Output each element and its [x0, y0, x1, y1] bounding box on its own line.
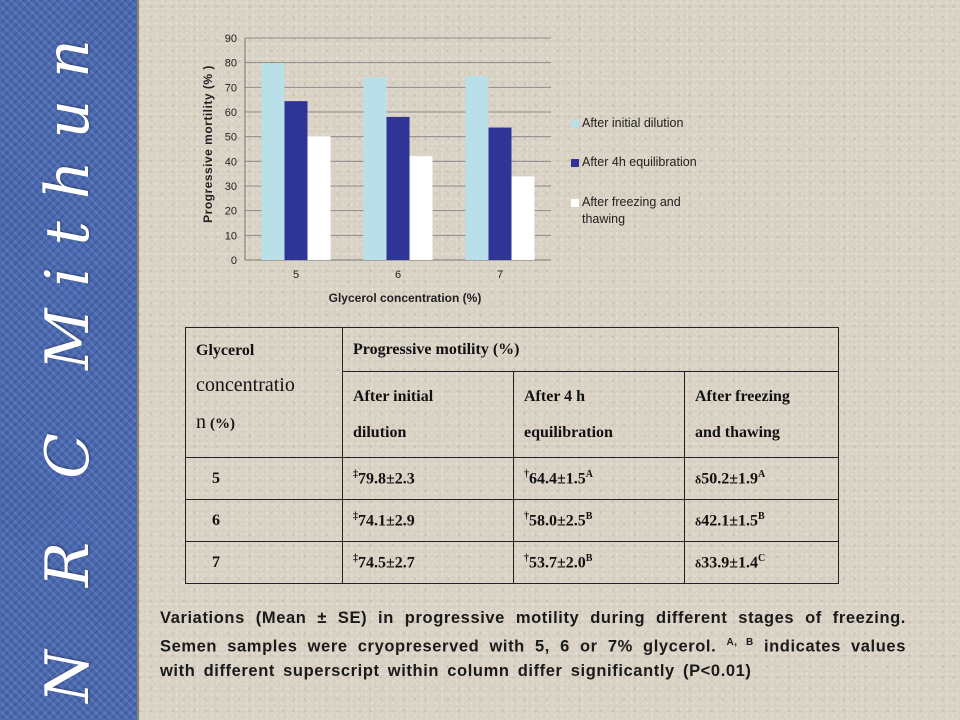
- bar-1-cat-7: [466, 76, 489, 260]
- mark-initial: ‡: [353, 468, 358, 480]
- mark-freezing: δ: [695, 514, 702, 529]
- sub1-line1: After initial: [353, 387, 434, 405]
- cell-freezing: [685, 500, 839, 542]
- cell-initial: [343, 458, 514, 500]
- cell-equilibration: [514, 542, 685, 584]
- table-row: [186, 542, 839, 584]
- header-glycerol-unit: (%): [210, 416, 235, 432]
- results-table: [185, 327, 839, 584]
- bar-chart: [195, 25, 755, 310]
- cell-concentration: 5: [186, 458, 343, 500]
- y-tick-label: 80: [224, 57, 237, 70]
- y-tick-label: 40: [224, 156, 237, 169]
- mark-freezing: δ: [695, 472, 702, 487]
- y-tick-label: 70: [224, 82, 237, 95]
- caption-text: Variations (Mean ± SE) in progressive motility during different stages of freezing. Semen samples were cryopreserved with 5, 6 or 7% glycerol.: [160, 609, 906, 655]
- x-tick-label: 5: [292, 269, 300, 281]
- sub1-line2: dilution: [353, 423, 407, 441]
- y-tick-label: 50: [224, 131, 237, 144]
- header-after-4h-equilibration: [514, 372, 685, 458]
- x-axis-title: Glycerol concentration (%): [328, 291, 482, 305]
- y-tick-label: 90: [224, 33, 237, 45]
- header-progressive-motility: Progressive motility (%): [343, 328, 839, 372]
- mark-equilibration: †: [524, 552, 529, 564]
- x-tick-label: 6: [394, 269, 402, 281]
- superscript-freezing: B: [758, 510, 765, 522]
- sub2-line1: After 4 h: [524, 387, 586, 405]
- cell-equilibration: [514, 458, 685, 500]
- cell-freezing: [685, 542, 839, 584]
- caption-text2: indicates values with different superscript within column differ significantly (P<0.01): [160, 637, 906, 680]
- mark-freezing: δ: [695, 556, 702, 571]
- value-equilibration: 53.7±2.0: [529, 554, 586, 572]
- superscript-freezing: C: [758, 552, 766, 564]
- header-glycerol-line1: Glycerol: [196, 342, 255, 359]
- value-freezing: 33.9±1.4: [701, 554, 759, 572]
- legend-label-equilibration: After 4h equilibration: [582, 155, 697, 169]
- sidebar-banner: [0, 0, 139, 720]
- legend-label-initial: After initial dilution: [582, 116, 684, 130]
- cell-equilibration: [514, 500, 685, 542]
- sub3-line1: After freezing: [695, 387, 790, 405]
- value-equilibration: 64.4±1.5: [529, 470, 586, 488]
- bar-1-cat-6: [364, 77, 387, 260]
- legend-swatch-freezing: [571, 199, 579, 207]
- cell-freezing: [685, 458, 839, 500]
- value-initial: 74.1±2.9: [358, 512, 415, 530]
- cell-concentration: 6: [186, 500, 343, 542]
- figure-caption: [160, 606, 906, 683]
- bar-2-cat-5: [285, 101, 308, 260]
- header-after-freezing-thawing: [685, 372, 839, 458]
- y-tick-label: 10: [224, 230, 237, 243]
- bar-3-cat-5: [308, 136, 331, 260]
- x-tick-label: 7: [496, 269, 504, 281]
- legend-swatch-equilibration: [571, 159, 579, 167]
- bar-2-cat-7: [489, 128, 512, 260]
- y-tick-label: 60: [224, 107, 237, 119]
- superscript-equilibration: A: [585, 468, 594, 480]
- header-after-initial-dilution: [343, 372, 514, 458]
- caption-superscript: A, B: [726, 636, 754, 648]
- cell-concentration: 7: [186, 542, 343, 584]
- mark-initial: ‡: [353, 510, 358, 522]
- value-initial: 74.5±2.7: [358, 554, 415, 572]
- sub3-line2: and thawing: [695, 423, 780, 441]
- y-tick-label: 0: [230, 255, 237, 267]
- header-glycerol-line2: concentratio: [196, 374, 295, 396]
- bar-1-cat-5: [262, 63, 285, 260]
- header-glycerol-concentration: [186, 328, 343, 458]
- value-equilibration: 58.0±2.5: [529, 512, 586, 530]
- value-freezing: 50.2±1.9: [701, 470, 759, 488]
- bar-3-cat-7: [512, 176, 535, 260]
- mark-equilibration: †: [524, 510, 529, 522]
- value-freezing: 42.1±1.5: [701, 512, 759, 530]
- y-tick-label: 30: [224, 181, 237, 193]
- superscript-equilibration: B: [585, 510, 593, 522]
- mark-initial: ‡: [353, 552, 358, 564]
- header-glycerol-line3: n: [196, 411, 206, 433]
- bar-3-cat-6: [410, 156, 433, 260]
- mark-equilibration: †: [524, 468, 529, 480]
- legend-label-freezing-line1: After freezing and: [582, 195, 681, 209]
- value-initial: 79.8±2.3: [358, 470, 415, 488]
- legend-label-freezing-line2: thawing: [582, 212, 626, 226]
- table-row: [186, 500, 839, 542]
- y-tick-label: 20: [224, 205, 237, 218]
- y-axis-title: Progressive mortility (% ): [201, 65, 215, 223]
- cell-initial: [343, 500, 514, 542]
- legend-swatch-initial: [571, 120, 579, 128]
- superscript-equilibration: B: [585, 552, 593, 564]
- sidebar-title: N R C Mithun: [33, 17, 103, 703]
- superscript-freezing: A: [758, 468, 766, 480]
- table-row: [186, 458, 839, 500]
- sub2-line2: equilibration: [524, 423, 613, 441]
- cell-initial: [343, 542, 514, 584]
- bar-2-cat-6: [387, 117, 410, 260]
